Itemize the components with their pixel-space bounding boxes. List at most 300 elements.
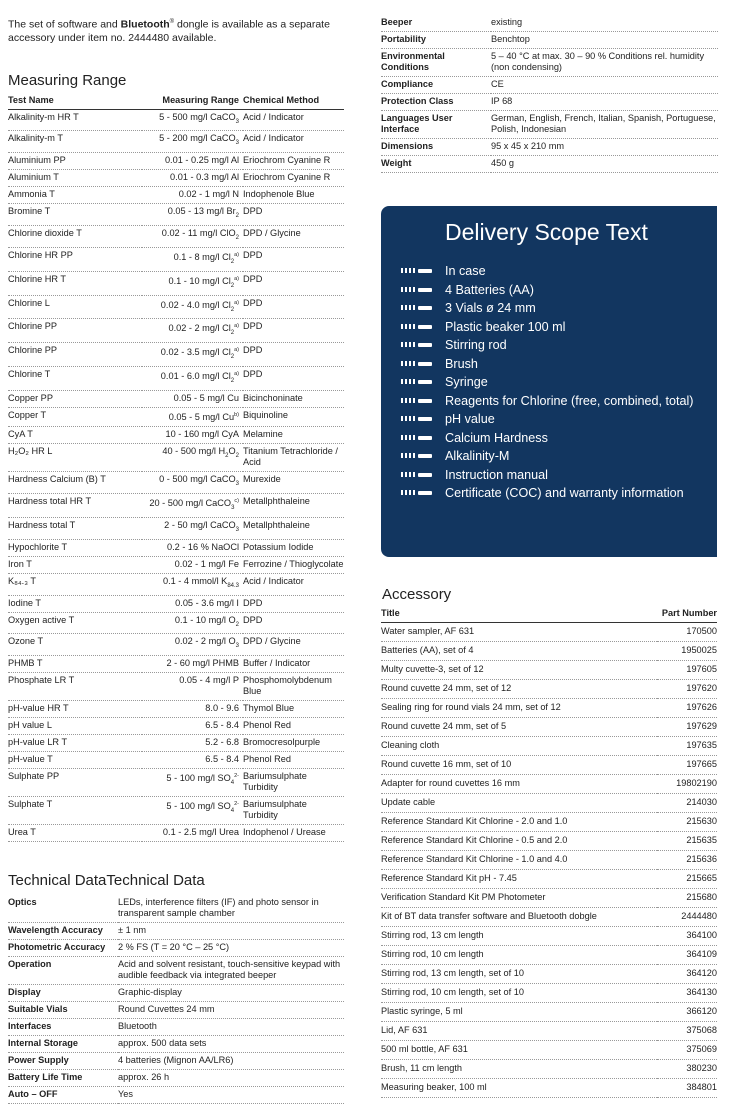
test-name: pH-value T xyxy=(8,752,142,769)
accessory-part-number: 364100 xyxy=(657,927,717,946)
range-subscript: 2 xyxy=(230,378,235,385)
accessory-title: Reference Standard Kit Chlorine - 1.0 and 4.0 xyxy=(381,851,657,870)
measuring-range-row xyxy=(8,752,344,769)
range-subscript: 2 xyxy=(230,330,235,337)
tech-key: Wavelength Accuracy xyxy=(8,923,118,940)
test-name: Aluminium T xyxy=(8,170,142,187)
chemical-method: Buffer / Indicator xyxy=(243,656,344,673)
delivery-item xyxy=(401,429,701,448)
tech-value: Graphic-display xyxy=(118,985,344,1002)
delivery-item-label: Stirring rod xyxy=(445,338,507,352)
measuring-range-row xyxy=(8,408,344,427)
measuring-range: 0.05 - 3.6 mg/l I xyxy=(142,595,243,612)
range-subscript: 2 xyxy=(230,306,235,313)
accessory-part-number: 364130 xyxy=(657,984,717,1003)
delivery-item-label: Brush xyxy=(445,356,478,371)
measuring-range-row xyxy=(8,539,344,556)
technical-data-row xyxy=(8,1087,344,1104)
test-name: Urea T xyxy=(8,825,142,842)
range-footnote: a) xyxy=(234,251,239,258)
col-test-name: Test Name xyxy=(8,91,142,110)
measuring-range-row xyxy=(8,595,344,612)
tick-icon xyxy=(401,379,433,384)
chemical-method: DPD xyxy=(243,343,344,367)
chemical-method: DPD xyxy=(243,295,344,319)
accessory-title: Cleaning cloth xyxy=(381,737,657,756)
accessory-title: Reference Standard Kit Chlorine - 2.0 and 1.0 xyxy=(381,813,657,832)
measuring-range: 2 - 60 mg/l PHMB xyxy=(142,656,243,673)
chemical-method: DPD xyxy=(243,367,344,391)
tech-value: 2 % FS (T = 20 °C – 25 °C) xyxy=(118,940,344,957)
measuring-range-row xyxy=(8,556,344,573)
measuring-range: 0.02 - 4.0 mg/l $Cl_2^{a)}$ xyxy=(142,295,243,319)
measuring-range-row xyxy=(8,271,344,295)
technical-data-row xyxy=(8,1019,344,1036)
range-subscript: 3 xyxy=(235,118,239,125)
measuring-range-row xyxy=(8,153,344,170)
spec-key: Environmental Conditions xyxy=(381,49,491,77)
spec-value: German, English, French, Italian, Spanish, Portuguese, Polish, Indonesian xyxy=(491,111,718,139)
accessory-row xyxy=(381,1022,717,1041)
accessory-title: Round cuvette 24 mm, set of 5 xyxy=(381,718,657,737)
delivery-item xyxy=(401,447,701,466)
range-subscript: 2 xyxy=(235,234,239,241)
accessory-title: Plastic syringe, 5 ml xyxy=(381,1003,657,1022)
measuring-range: 0.05 - 13 mg/l $Br_2$ xyxy=(142,204,243,226)
range-footnote: c) xyxy=(234,498,239,505)
measuring-range: 0.01 - 0.3 mg/l Al xyxy=(142,170,243,187)
tick-icon xyxy=(401,268,433,273)
chemical-method: Acid / Indicator xyxy=(243,109,344,131)
accessory-row xyxy=(381,832,717,851)
measuring-range-row xyxy=(8,797,344,825)
accessory-row xyxy=(381,775,717,794)
chemical-method: DPD xyxy=(243,271,344,295)
delivery-item-label: Syringe xyxy=(445,375,488,389)
accessory-part-number: 197620 xyxy=(657,680,717,699)
measuring-range-row xyxy=(8,472,344,494)
measuring-range: 0.1 - 8 mg/l $Cl_2^{a)}$ xyxy=(142,247,243,271)
spec-value: existing xyxy=(491,15,718,32)
spec-value: 450 g xyxy=(491,156,718,173)
chemical-method: DPD xyxy=(243,247,344,271)
range-footnote: a) xyxy=(234,275,239,282)
technical-data-row xyxy=(8,1070,344,1087)
measuring-range: 2 - 50 mg/l CaCO$_3$ xyxy=(142,517,243,539)
measuring-range-row xyxy=(8,131,344,153)
tech-key: Auto – OFF xyxy=(8,1087,118,1104)
accessory-title: Round cuvette 16 mm, set of 10 xyxy=(381,756,657,775)
accessory-row xyxy=(381,737,717,756)
spec-row xyxy=(381,139,718,156)
spec-key: Languages User Interface xyxy=(381,111,491,139)
spec-row xyxy=(381,32,718,49)
accessory-row xyxy=(381,680,717,699)
spec-key: Compliance xyxy=(381,77,491,94)
spec-value: 95 x 45 x 210 mm xyxy=(491,139,718,156)
chemical-method: Potassium Iodide xyxy=(243,539,344,556)
measuring-range: 0.01 - 0.25 mg/l Al xyxy=(142,153,243,170)
delivery-item-label: Reagents for Chlorine (free, combined, total) xyxy=(445,393,694,408)
accessory-row xyxy=(381,1041,717,1060)
chemical-method: Eriochrom Cyanine R xyxy=(243,170,344,187)
measuring-range: 0 - 500 mg/l CaCO$_3$ xyxy=(142,472,243,494)
measuring-range: 0.02 - 1 mg/l N xyxy=(142,187,243,204)
accessory-part-number: 214030 xyxy=(657,794,717,813)
accessory-title: Adapter for round cuvettes 16 mm xyxy=(381,775,657,794)
technical-data-row xyxy=(8,957,344,985)
col-part-number: Part Number xyxy=(657,606,717,623)
test-name: Chlorine PP xyxy=(8,343,142,367)
measuring-range: 0.02 - 3.5 mg/l $Cl_2^{a)}$ xyxy=(142,343,243,367)
range-footnote: a) xyxy=(234,299,239,306)
tick-icon xyxy=(401,453,433,458)
measuring-range: 0.05 - 5 mg/l Cu$^{b)}$ xyxy=(142,408,243,427)
accessory-row xyxy=(381,927,717,946)
measuring-range: 5.2 - 6.8 xyxy=(142,735,243,752)
accessory-part-number: 366120 xyxy=(657,1003,717,1022)
technical-data-table xyxy=(8,895,344,1104)
chemical-method: Acid / Indicator xyxy=(243,131,344,153)
measuring-range: 20 - 500 mg/l CaCO$_3^{c)}$ xyxy=(142,494,243,518)
measuring-range: 0.1 - 10 mg/l $Cl_2^{a)}$ xyxy=(142,271,243,295)
chemical-method: Titanium Tetrachloride / Acid xyxy=(243,444,344,472)
accessory-title: Kit of BT data transfer software and Bluetooth dobgle xyxy=(381,908,657,927)
range-subscript: 3 xyxy=(235,643,239,650)
accessory-row xyxy=(381,1060,717,1079)
measuring-range: 0.01 - 6.0 mg/l $Cl_2^{a)}$ xyxy=(142,367,243,391)
test-name: Ammonia T xyxy=(8,187,142,204)
delivery-item-label: Calcium Hardness xyxy=(445,430,548,445)
test-name: Alkalinity-m T xyxy=(8,131,142,153)
tech-key: Suitable Vials xyxy=(8,1002,118,1019)
accessory-row xyxy=(381,756,717,775)
test-name: Copper T xyxy=(8,408,142,427)
col-method: Chemical Method xyxy=(243,91,344,110)
accessory-row xyxy=(381,699,717,718)
measuring-range-title: Measuring Range xyxy=(8,71,127,89)
chemical-method: Ferrozine / Thioglycolate xyxy=(243,556,344,573)
accessory-row xyxy=(381,984,717,1003)
specs-table xyxy=(381,15,718,173)
technical-data-row xyxy=(8,1053,344,1070)
range-footnote: 2- xyxy=(234,801,239,808)
test-name: Bromine T xyxy=(8,204,142,226)
test-name: Hardness total HR T xyxy=(8,494,142,518)
measuring-range: 0.1 - 10 mg/l $O_2$ xyxy=(142,612,243,634)
test-name: Hypochlorite T xyxy=(8,539,142,556)
tech-key: Photometric Accuracy xyxy=(8,940,118,957)
delivery-item xyxy=(401,299,701,318)
test-name: H₂O₂ HR L xyxy=(8,444,142,472)
delivery-item xyxy=(401,281,701,300)
tech-value: 4 batteries (Mignon AA/LR6) xyxy=(118,1053,344,1070)
chemical-method: DPD xyxy=(243,319,344,343)
test-name: Copper PP xyxy=(8,391,142,408)
tick-icon xyxy=(401,416,433,421)
tech-value: Bluetooth xyxy=(118,1019,344,1036)
delivery-item xyxy=(401,466,701,485)
accessory-part-number: 364120 xyxy=(657,965,717,984)
range-subscript: 2 xyxy=(230,354,235,361)
accessory-title: Accessory xyxy=(382,586,452,603)
tech-value: ± 1 nm xyxy=(118,923,344,940)
tick-icon xyxy=(401,287,433,292)
range-subscript: 4 xyxy=(230,808,235,815)
accessory-part-number: 197605 xyxy=(657,661,717,680)
measuring-range-row xyxy=(8,109,344,131)
chemical-method: Murexide xyxy=(243,472,344,494)
chemical-method: Bromocresolpurple xyxy=(243,735,344,752)
measuring-range-row xyxy=(8,735,344,752)
accessory-row xyxy=(381,889,717,908)
chemical-method: Bariumsulphate Turbidity xyxy=(243,769,344,797)
spec-key: Portability xyxy=(381,32,491,49)
measuring-range: 40 - 500 mg/l $H_2O_2$ xyxy=(142,444,243,472)
measuring-range: 0.02 - 1 mg/l Fe xyxy=(142,556,243,573)
test-name: Hardness total T xyxy=(8,517,142,539)
range-subscript: 2 xyxy=(230,282,235,289)
range-subscript: 2 xyxy=(225,453,229,460)
technical-data-row xyxy=(8,985,344,1002)
accessory-title: Reference Standard Kit pH - 7.45 xyxy=(381,870,657,889)
delivery-item xyxy=(401,336,701,355)
accessory-title: Update cable xyxy=(381,794,657,813)
accessory-title: Measuring beaker, 100 ml xyxy=(381,1079,657,1098)
delivery-item xyxy=(401,410,701,429)
test-name: Hardness Calcium (B) T xyxy=(8,472,142,494)
tech-key: Interfaces xyxy=(8,1019,118,1036)
test-name: Chlorine HR PP xyxy=(8,247,142,271)
spec-row xyxy=(381,77,718,94)
tick-icon xyxy=(401,324,433,329)
measuring-range-row xyxy=(8,769,344,797)
technical-data-row xyxy=(8,923,344,940)
test-name: pH value L xyxy=(8,718,142,735)
accessory-title: Round cuvette 24 mm, set of 12 xyxy=(381,680,657,699)
accessory-row xyxy=(381,946,717,965)
measuring-range: 0.1 - 2.5 mg/l Urea xyxy=(142,825,243,842)
accessory-part-number: 215630 xyxy=(657,813,717,832)
measuring-range-row xyxy=(8,391,344,408)
accessory-row xyxy=(381,642,717,661)
spec-value: CE xyxy=(491,77,718,94)
tech-value: Acid and solvent resistant, touch-sensitive keypad with audible feedback via integrated beeper xyxy=(118,957,344,985)
chemical-method: Biquinoline xyxy=(243,408,344,427)
measuring-range: 0.05 - 5 mg/l Cu xyxy=(142,391,243,408)
chemical-method: DPD / Glycine xyxy=(243,634,344,656)
range-subscript: 84.3 xyxy=(227,582,239,589)
tech-value: LEDs, interference filters (IF) and photo sensor in transparent sample chamber xyxy=(118,895,344,923)
delivery-item xyxy=(401,355,701,374)
test-name: Oxygen active T xyxy=(8,612,142,634)
test-name: Chlorine dioxide T xyxy=(8,225,142,247)
delivery-item xyxy=(401,484,701,503)
accessory-part-number: 215665 xyxy=(657,870,717,889)
accessory-title: Multy cuvette-3, set of 12 xyxy=(381,661,657,680)
range-subscript: 2 xyxy=(235,621,239,628)
measuring-range-row xyxy=(8,718,344,735)
delivery-item-label: Certificate (COC) and warranty information xyxy=(445,486,684,500)
accessory-title: Water sampler, AF 631 xyxy=(381,623,657,642)
tick-icon xyxy=(401,305,433,310)
chemical-method: DPD / Glycine xyxy=(243,225,344,247)
tech-value: approx. 26 h xyxy=(118,1070,344,1087)
measuring-range-row xyxy=(8,673,344,701)
accessory-row xyxy=(381,813,717,832)
test-name: pH-value LR T xyxy=(8,735,142,752)
measuring-range-row xyxy=(8,319,344,343)
left-column xyxy=(8,0,344,1104)
range-subscript: 2 xyxy=(235,453,239,460)
measuring-range-row xyxy=(8,343,344,367)
tech-key: Display xyxy=(8,985,118,1002)
measuring-range-row xyxy=(8,517,344,539)
range-subscript: 3 xyxy=(231,504,235,511)
delivery-item xyxy=(401,318,701,337)
technical-data-row xyxy=(8,895,344,923)
delivery-item-label: pH value xyxy=(445,412,495,426)
col-range: Measuring Range xyxy=(142,91,243,110)
accessory-row xyxy=(381,870,717,889)
test-name: Chlorine T xyxy=(8,367,142,391)
measuring-range-row xyxy=(8,825,344,842)
accessory-row xyxy=(381,623,717,642)
test-name: Aluminium PP xyxy=(8,153,142,170)
chemical-method: Phosphomolybdenum Blue xyxy=(243,673,344,701)
delivery-scope-list xyxy=(401,262,701,503)
chemical-method: DPD xyxy=(243,612,344,634)
accessory-part-number: 364109 xyxy=(657,946,717,965)
accessory-part-number: 197665 xyxy=(657,756,717,775)
accessory-row xyxy=(381,1003,717,1022)
tech-key: Power Supply xyxy=(8,1053,118,1070)
test-name: CyA T xyxy=(8,427,142,444)
spec-row xyxy=(381,94,718,111)
measuring-range: 5 - 100 mg/l $SO_4^{2-}$ xyxy=(142,797,243,825)
delivery-item-label: Alkalinity-M xyxy=(445,449,510,463)
delivery-scope-title: Delivery Scope Text xyxy=(445,219,648,245)
measuring-range-row xyxy=(8,656,344,673)
range-subscript: 3 xyxy=(235,526,239,533)
accessory-part-number: 197635 xyxy=(657,737,717,756)
measuring-range-row xyxy=(8,427,344,444)
range-footnote: a) xyxy=(234,371,239,378)
test-name: PHMB T xyxy=(8,656,142,673)
tech-value: approx. 500 data sets xyxy=(118,1036,344,1053)
accessory-row xyxy=(381,718,717,737)
test-name: pH-value HR T xyxy=(8,701,142,718)
accessory-part-number: 215635 xyxy=(657,832,717,851)
measuring-range-row xyxy=(8,573,344,595)
accessory-title: Sealing ring for round vials 24 mm, set of 12 xyxy=(381,699,657,718)
measuring-range-row xyxy=(8,612,344,634)
measuring-range-row xyxy=(8,295,344,319)
accessory-part-number: 215636 xyxy=(657,851,717,870)
tick-icon xyxy=(401,342,433,347)
delivery-item-label: Instruction manual xyxy=(445,467,548,482)
tech-value: Yes xyxy=(118,1087,344,1104)
tech-value: Round Cuvettes 24 mm xyxy=(118,1002,344,1019)
technical-data-row xyxy=(8,940,344,957)
accessory-title: Lid, AF 631 xyxy=(381,1022,657,1041)
accessory-part-number: 375069 xyxy=(657,1041,717,1060)
accessory-title: 500 ml bottle, AF 631 xyxy=(381,1041,657,1060)
measuring-range: 5 - 200 mg/l CaCO$_3$ xyxy=(142,131,243,153)
measuring-range: 0.1 - 4 mmol/l $K_{84.3}$ xyxy=(142,573,243,595)
tick-icon xyxy=(401,490,433,495)
accessory-part-number: 215680 xyxy=(657,889,717,908)
accessory-part-number: 384801 xyxy=(657,1079,717,1098)
spec-key: Weight xyxy=(381,156,491,173)
spec-value: IP 68 xyxy=(491,94,718,111)
accessory-title: Stirring rod, 13 cm length, set of 10 xyxy=(381,965,657,984)
test-name: Chlorine PP xyxy=(8,319,142,343)
measuring-range-row xyxy=(8,367,344,391)
measuring-range-row xyxy=(8,701,344,718)
accessory-row xyxy=(381,965,717,984)
test-name: Alkalinity-m HR T xyxy=(8,109,142,131)
tech-key: Internal Storage xyxy=(8,1036,118,1053)
delivery-item xyxy=(401,373,701,392)
range-footnote: a) xyxy=(234,323,239,330)
chemical-method: Phenol Red xyxy=(243,718,344,735)
spec-key: Protection Class xyxy=(381,94,491,111)
measuring-range: 6.5 - 8.4 xyxy=(142,752,243,769)
chemical-method: Thymol Blue xyxy=(243,701,344,718)
delivery-item-label: In case xyxy=(445,264,486,278)
delivery-item-label: Plastic beaker 100 ml xyxy=(445,319,566,334)
chemical-method: Bicinchoninate xyxy=(243,391,344,408)
accessory-part-number: 2444480 xyxy=(657,908,717,927)
accessory-part-number: 197626 xyxy=(657,699,717,718)
test-name: Chlorine HR T xyxy=(8,271,142,295)
spec-row xyxy=(381,15,718,32)
test-name: Phosphate LR T xyxy=(8,673,142,701)
spec-key: Beeper xyxy=(381,15,491,32)
intro-text xyxy=(8,16,344,45)
accessory-part-number: 19802190 xyxy=(657,775,717,794)
accessory-row xyxy=(381,1079,717,1098)
measuring-range-row xyxy=(8,634,344,656)
accessory-part-number: 380230 xyxy=(657,1060,717,1079)
tick-icon xyxy=(401,472,433,477)
measuring-range-row xyxy=(8,247,344,271)
accessory-row xyxy=(381,851,717,870)
tick-icon xyxy=(401,398,433,403)
tech-key: Optics xyxy=(8,895,118,923)
measuring-range: 0.02 - 2 mg/l $O_3$ xyxy=(142,634,243,656)
chemical-method: DPD xyxy=(243,595,344,612)
accessory-title: Verification Standard Kit PM Photometer xyxy=(381,889,657,908)
delivery-item xyxy=(401,392,701,411)
spec-row xyxy=(381,156,718,173)
chemical-method: Eriochrom Cyanine R xyxy=(243,153,344,170)
tick-icon xyxy=(401,361,433,366)
measuring-range: 10 - 160 mg/l CyA xyxy=(142,427,243,444)
registered-mark: ® xyxy=(169,19,175,25)
test-name: Chlorine L xyxy=(8,295,142,319)
accessory-row xyxy=(381,661,717,680)
measuring-range: 8.0 - 9.6 xyxy=(142,701,243,718)
chemical-method: Phenol Red xyxy=(243,752,344,769)
accessory-part-number: 197629 xyxy=(657,718,717,737)
test-name: Sulphate PP xyxy=(8,769,142,797)
accessory-title: Stirring rod, 10 cm length xyxy=(381,946,657,965)
tech-key: Operation xyxy=(8,957,118,985)
measuring-range: 6.5 - 8.4 xyxy=(142,718,243,735)
test-name: Iron T xyxy=(8,556,142,573)
